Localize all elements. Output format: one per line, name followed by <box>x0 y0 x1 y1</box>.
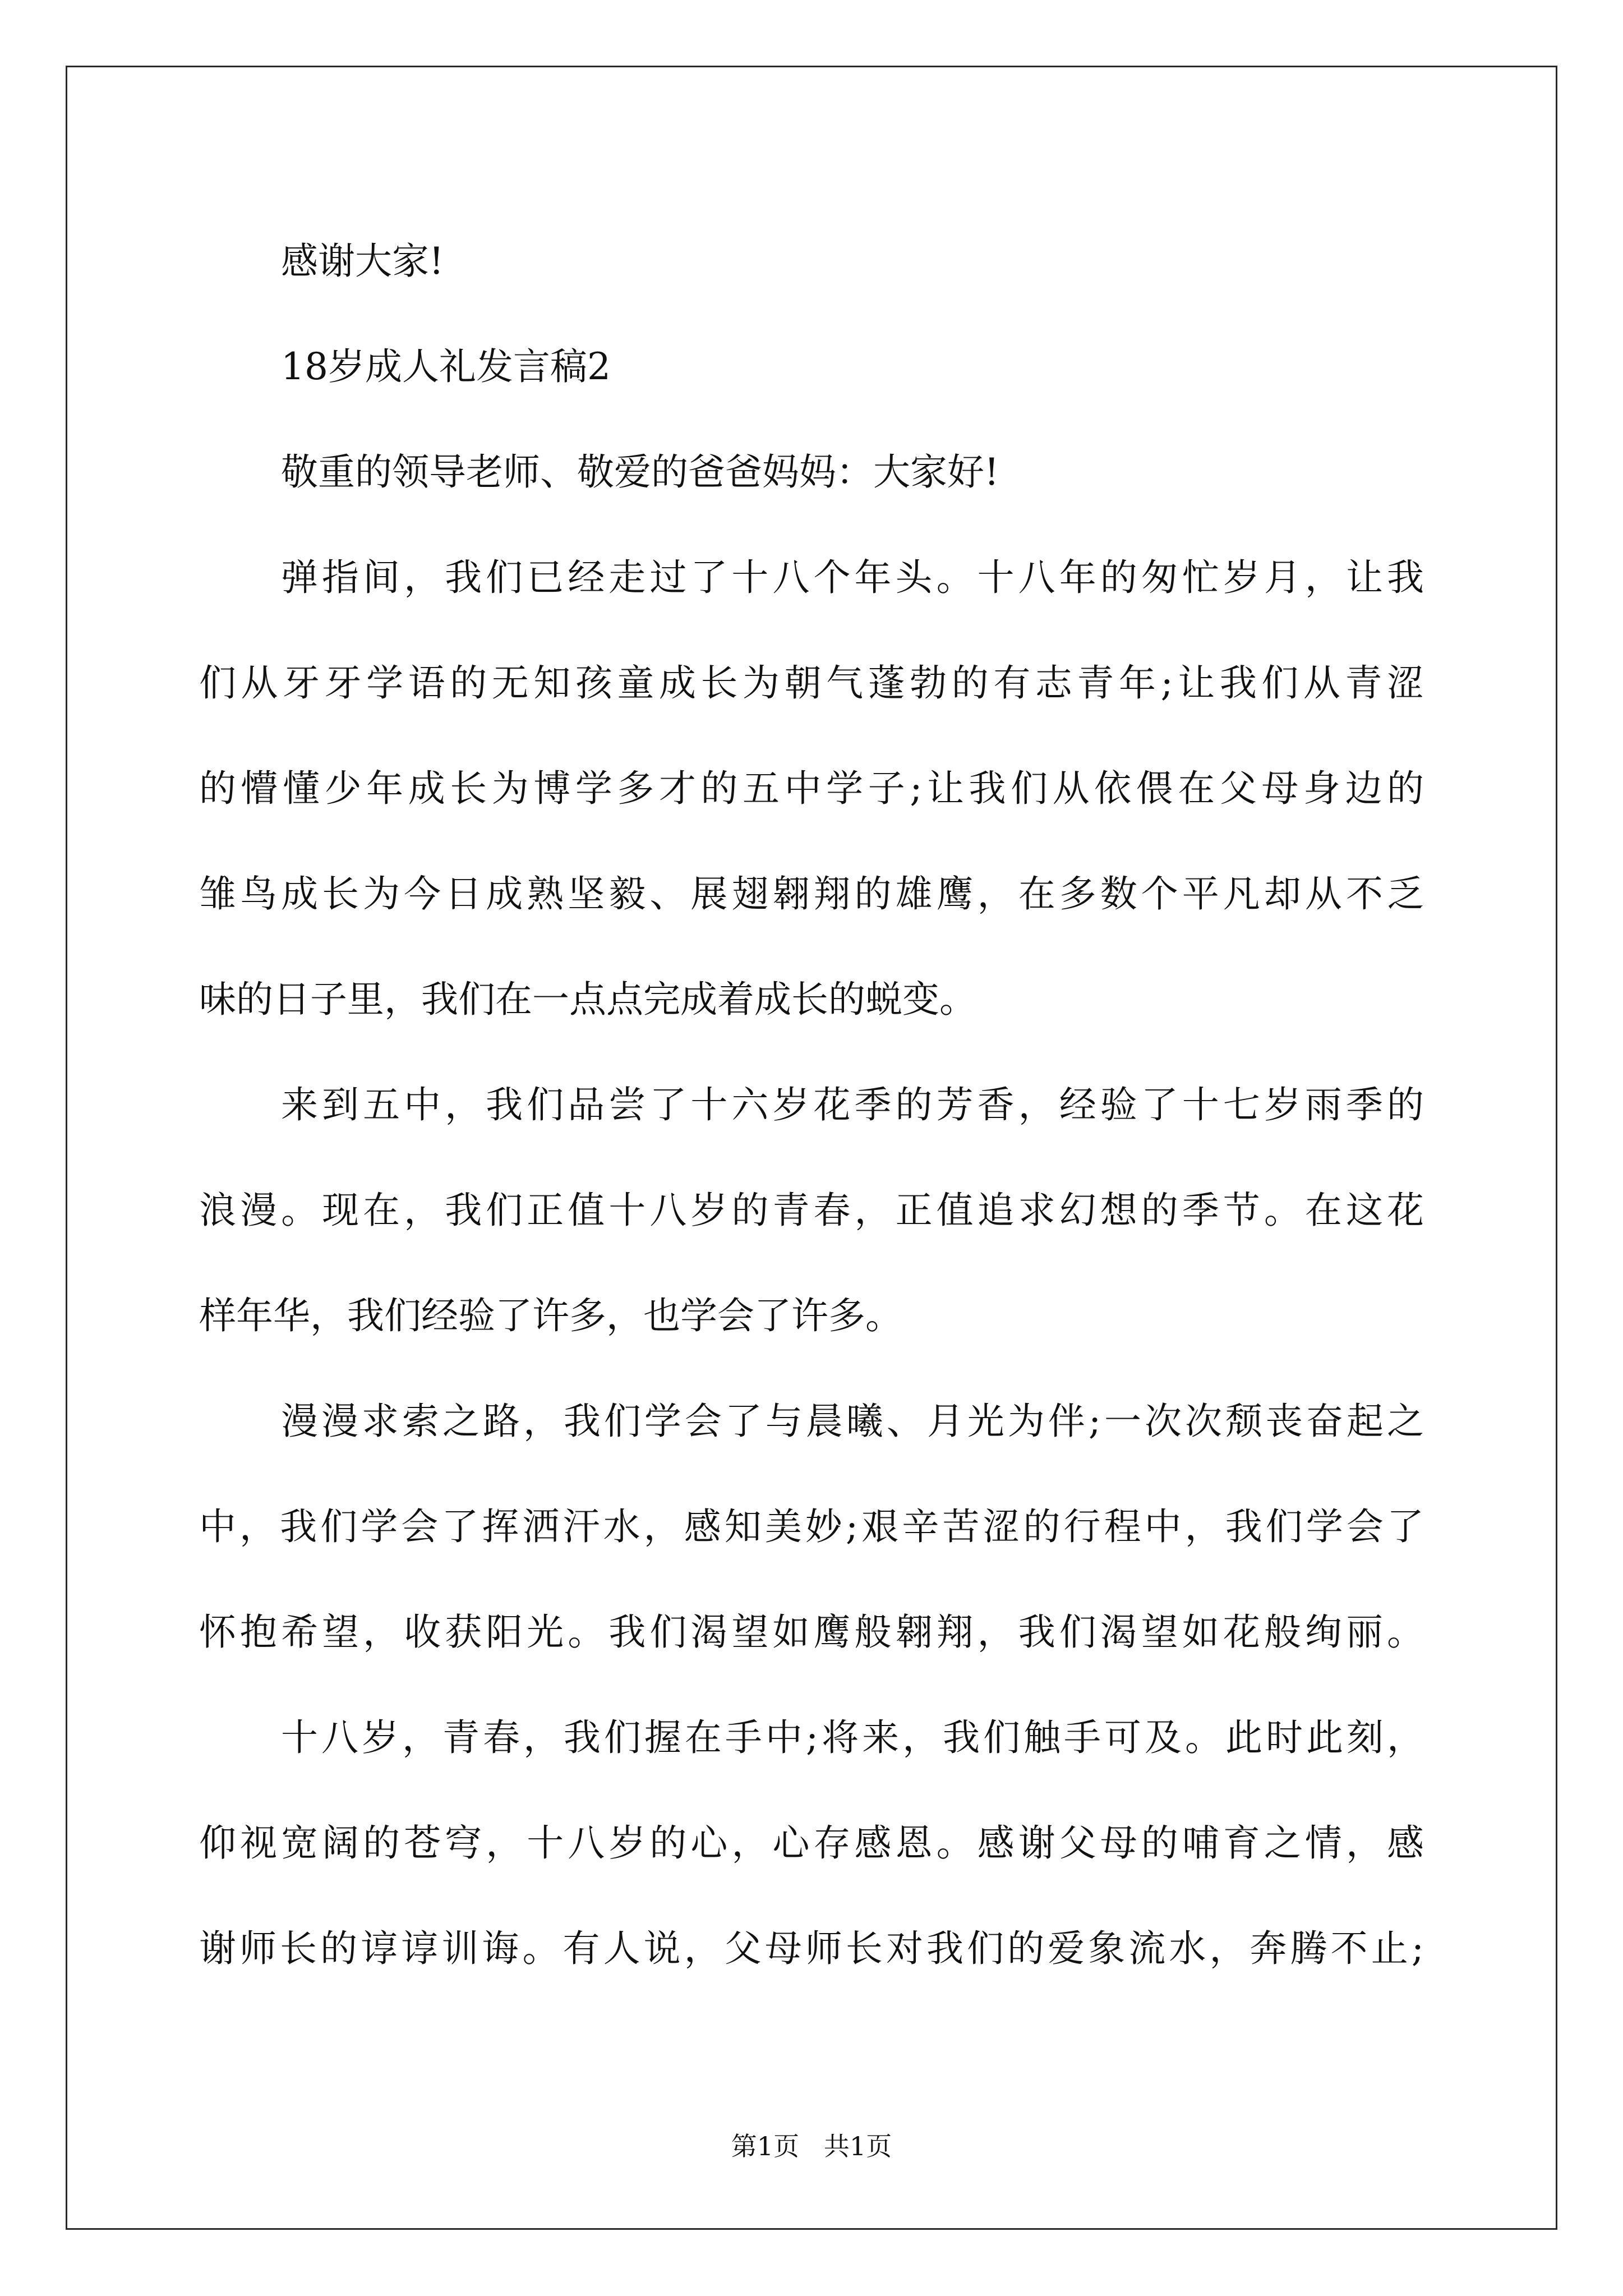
page-footer: 第1页 共1页 <box>731 2131 892 2161</box>
text-line-10: 浪漫。现在，我们正值十八岁的青春，正值追求幻想的季节。在这花 <box>199 1189 1424 1232</box>
document-body <box>199 209 1424 2001</box>
text-line-12: 漫漫求索之路，我们学会了与晨曦、月光为伴;一次次颓丧奋起之 <box>281 1400 1424 1443</box>
text-line-8: 味的日子里，我们在一点点完成着成长的蜕变。 <box>199 978 976 1021</box>
text-line-14: 怀抱希望，收获阳光。我们渴望如鹰般翱翔，我们渴望如花般绚丽。 <box>199 1611 1424 1654</box>
text-line-3: 敬重的领导老师、敬爱的爸爸妈妈：大家好! <box>281 450 999 494</box>
text-line-7: 雏鸟成长为今日成熟坚毅、展翅翱翔的雄鹰，在多数个平凡却从不乏 <box>199 872 1424 915</box>
text-line-5: 们从牙牙学语的无知孩童成长为朝气蓬勃的有志青年;让我们从青涩 <box>199 661 1424 705</box>
text-line-6: 的懵懂少年成长为博学多才的五中学子;让我们从依偎在父母身边的 <box>199 767 1424 810</box>
text-line-17: 谢师长的谆谆训诲。有人说，父母师长对我们的爱象流水，奔腾不止; <box>199 1927 1424 1970</box>
text-line-2: 18岁成人礼发言稿2 <box>281 345 611 388</box>
text-line-9: 来到五中，我们品尝了十六岁花季的芳香，经验了十七岁雨季的 <box>281 1083 1424 1126</box>
text-line-11: 样年华，我们经验了许多，也学会了许多。 <box>199 1294 902 1337</box>
text-line-4: 弹指间，我们已经走过了十八个年头。十八年的匆忙岁月，让我 <box>281 556 1424 599</box>
text-line-15: 十八岁，青春，我们握在手中;将来，我们触手可及。此时此刻， <box>281 1716 1424 1759</box>
text-line-13: 中，我们学会了挥洒汗水，感知美妙;艰辛苦涩的行程中，我们学会了 <box>199 1505 1424 1548</box>
text-line-16: 仰视宽阔的苍穹，十八岁的心，心存感恩。感谢父母的哺育之情，感 <box>199 1821 1424 1865</box>
text-line-1: 感谢大家! <box>281 240 444 283</box>
